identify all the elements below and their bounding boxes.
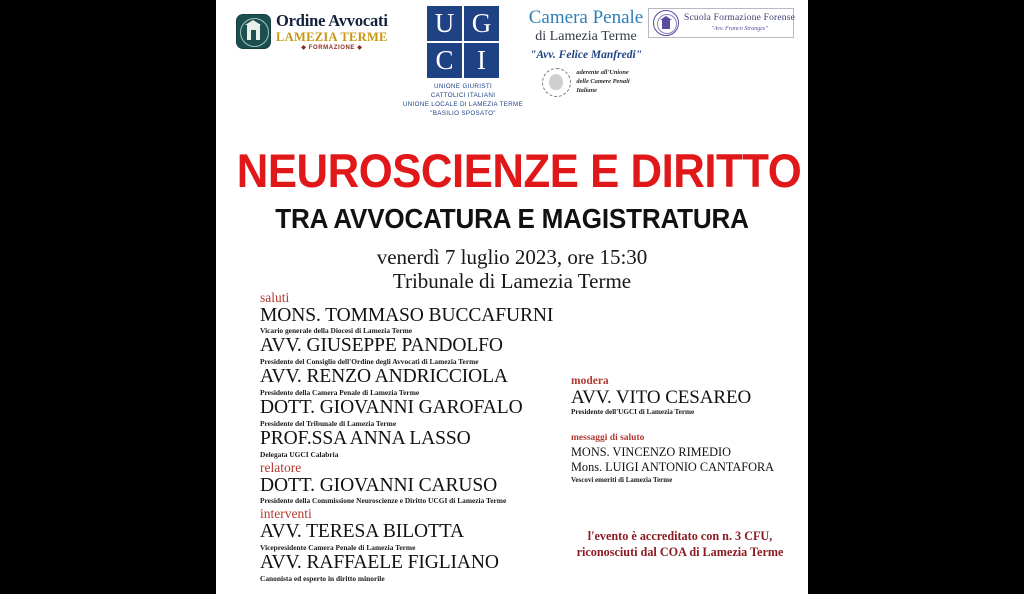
section-label-interventi: interventi (260, 506, 312, 522)
ucpi-seal-icon (542, 68, 571, 97)
ugci-caption-line4: "BASILIO SPOSATO" (430, 110, 496, 118)
person-name: MONS. TOMMASO BUCCAFURNI (260, 304, 554, 326)
ugci-letter-c: C (427, 43, 462, 78)
person-role: Presidente della Camera Penale di Lamezia Terme (260, 387, 420, 397)
logo-ordine-avvocati (236, 13, 388, 51)
person-name: PROF.SSA ANNA LASSO (260, 428, 471, 450)
person-role: Canonista ed esperto in diritto minorile (260, 573, 385, 583)
person-name: AVV. GIUSEPPE PANDOLFO (260, 335, 503, 357)
ugci-caption-line2: CATTOLICI ITALIANI (430, 92, 496, 100)
person-name: AVV. TERESA BILOTTA (260, 520, 465, 542)
person-role: Vescovi emeriti di Lamezia Terme (571, 475, 673, 484)
section-label-relatore: relatore (260, 460, 302, 476)
person-role: Presidente della Commissione Neuroscienze e Diritto UCGI di Lamezia Terme (260, 496, 507, 506)
section-saluti (260, 290, 590, 459)
section-messaggi-di-saluto (571, 433, 799, 484)
camera-penale-line2: di Lamezia Terme (535, 28, 637, 44)
section-relatore (260, 460, 590, 505)
section-label-saluti: saluti (260, 290, 290, 305)
ugci-caption-line1: UNIONE GIURISTI (433, 83, 493, 90)
person-name: AVV. RENZO ANDRICCIOLA (260, 366, 508, 388)
accreditation-note (556, 529, 804, 561)
accreditation-line2: riconosciuti dal COA di Lamezia Terme (576, 544, 784, 559)
section-label-messaggi: messaggi di saluto (571, 433, 645, 444)
left-program-column (260, 290, 590, 584)
event-poster (216, 0, 808, 594)
event-datetime: venerdì 7 luglio 2023, ore 15:30 (376, 245, 648, 269)
person-role: Vicario generale della Diocesi di Lamezia Terme (260, 326, 413, 336)
person-role: Vicepresidente Camera Penale di Lamezia Terme (260, 542, 416, 552)
right-program-column (571, 375, 799, 485)
courthouse-emblem-icon (236, 14, 271, 49)
sponsor-logos-row (216, 0, 808, 136)
scuola-forense-line1: Scuola Formazione Forense (684, 13, 796, 24)
person-name: Mons. LUIGI ANTONIO CANTAFORA (571, 460, 775, 475)
person-name: MONS. VINCENZO RIMEDIO (571, 445, 731, 460)
ugci-letter-grid (427, 6, 499, 78)
logo-scuola-formazione-forense (648, 8, 794, 38)
scuola-forense-line2: "Avv. Franco Stranges" (711, 26, 768, 33)
person-role: Presidente dell'UGCI di Lamezia Terme (571, 408, 695, 417)
person-name: AVV. VITO CESAREO (571, 387, 752, 409)
ordine-avvocati-line3: ◆ FORMAZIONE ◆ (301, 45, 363, 51)
ordine-avvocati-line1: Ordine Avvocati (276, 11, 388, 30)
logo-camera-penale (506, 8, 666, 97)
ugci-letter-g: G (464, 6, 499, 41)
ugci-letter-u: U (427, 6, 462, 41)
section-label-modera: modera (571, 375, 609, 387)
poster-subtitle: TRA AVVOCATURA E MAGISTRATURA (275, 203, 749, 234)
ugci-caption-line3: UNIONE LOCALE DI LAMEZIA TERME (402, 101, 524, 109)
section-interventi (260, 506, 590, 582)
accreditation-line1: l'evento è accreditato con n. 3 CFU, (587, 529, 773, 543)
adherence-line1: aderente all'Unione (576, 69, 629, 77)
adherence-line3: Italiane (576, 87, 597, 95)
section-modera (571, 375, 799, 417)
person-role: Delegata UGCI Calabria (260, 449, 339, 459)
person-role: Presidente del Tribunale di Lamezia Terme (260, 418, 397, 428)
ugci-letter-i: I (464, 43, 499, 78)
person-role: Presidente del Consiglio dell'Ordine degli Avvocati di Lamezia Terme (260, 357, 479, 367)
scuola-seal-icon (653, 10, 679, 36)
adherence-line2: delle Camere Penali (576, 78, 630, 86)
event-venue: Tribunale di Lamezia Terme (392, 269, 632, 293)
poster-title: NEUROSCIENZE E DIRITTO (236, 144, 802, 197)
camera-penale-adherence (506, 68, 666, 97)
camera-penale-line3: "Avv. Felice Manfredi" (529, 49, 643, 62)
person-name: AVV. RAFFAELE FIGLIANO (260, 551, 499, 573)
person-name: DOTT. GIOVANNI GAROFALO (260, 397, 523, 419)
ordine-avvocati-line2: LAMEZIA TERME (276, 29, 388, 44)
camera-penale-line1: Camera Penale (528, 7, 644, 28)
person-name: DOTT. GIOVANNI CARUSO (260, 474, 498, 496)
